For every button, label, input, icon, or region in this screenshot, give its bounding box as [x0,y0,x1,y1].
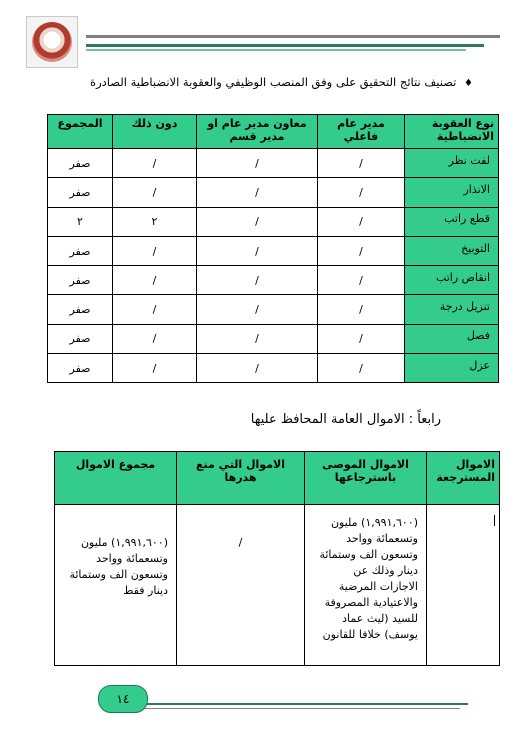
section1-heading [53,75,473,89]
cell: / [318,178,405,207]
section1-title: تصنيف نتائج التحقيق على وفق المنصب الوظيفي والعقوبة الانضباطية الصادرة [90,75,457,89]
header-below: دون ذلك [113,115,197,149]
cell: / [318,149,405,178]
cell: / [197,324,318,353]
table-row [48,207,499,236]
table-row [48,236,499,265]
row-label: قطع راتب [405,207,499,236]
table-row [48,178,499,207]
header-total-funds: مجموع الاموال [55,452,177,505]
table-row [48,324,499,353]
header-assistant-director: معاون مدير عام او مدير قسم [197,115,318,149]
cell: / [197,149,318,178]
page-number: ١٤ [98,685,148,713]
cell-recommended: (١,٩٩١,٦٠٠) مليون وتسعمائة وواحد وتسعون الف وستمائة دينار وذلك عن الاجازات المرضية والاعتيادية المصروفة للسيد (ليث عماد يوسف) خلافا للقانون [305,505,427,666]
cell: صفر [48,266,113,295]
table-header-row [55,452,500,505]
penalties-table [47,114,499,383]
cell: / [318,295,405,324]
cell: / [197,266,318,295]
header-penalty-type: نوع العقوبة الانضباطية [405,115,499,149]
cell: صفر [48,295,113,324]
row-label: التوبيخ [405,236,499,265]
logo-emblem [26,16,78,68]
cell: صفر [48,324,113,353]
header-general-director: مدير عام فاعلي [318,115,405,149]
table-row [55,505,500,666]
section2-title: رابعاً : الاموال العامة المحافظ عليها [250,412,441,427]
cell-prevented: / [177,505,305,666]
cell: / [113,149,197,178]
cell: / [318,236,405,265]
cell: / [197,236,318,265]
cell: / [318,266,405,295]
header-rule-grey [86,35,500,38]
header-recommended-funds: الاموال الموصى باسترجاعها [305,452,427,505]
cell: / [318,324,405,353]
cell: / [197,354,318,383]
header-rule-green [86,44,484,47]
cell: / [113,295,197,324]
diamond-bullet-icon: ♦ [464,78,473,89]
header-prevented-funds: الاموال التي منع هدرها [177,452,305,505]
cell: صفر [48,236,113,265]
row-label: لفت نظر [405,149,499,178]
cell: / [113,236,197,265]
table-row [48,295,499,324]
row-label: عزل [405,354,499,383]
table-row [48,266,499,295]
footer-rule-green [140,703,468,705]
table-header-row [48,115,499,149]
cell: / [113,354,197,383]
cell: / [113,324,197,353]
cell: / [318,354,405,383]
row-label: انقاص راتب [405,266,499,295]
cell: ٢ [48,207,113,236]
table-row [48,354,499,383]
footer-rule-grey [140,708,460,709]
emblem-disc [32,22,72,62]
row-label: الانذار [405,178,499,207]
public-funds-table [54,451,500,666]
header-total: المجموع [48,115,113,149]
table-row [48,149,499,178]
cell: / [113,266,197,295]
cell: / [197,207,318,236]
cell: ٢ [113,207,197,236]
row-label: فصل [405,324,499,353]
cell-recovered [427,505,500,666]
cell-total: (١,٩٩١,٦٠٠) مليون وتسعمائة وواحد وتسعون الف وستمائة دينار فقط [55,505,177,666]
row-label: تنزيل درجة [405,295,499,324]
cell: صفر [48,354,113,383]
cell: صفر [48,149,113,178]
cell: / [113,178,197,207]
header-rule-lightgreen [86,49,466,51]
cell: صفر [48,178,113,207]
cell: / [197,178,318,207]
cell: / [197,295,318,324]
cell: / [318,207,405,236]
text-cursor-mark [494,515,495,526]
header-recovered-funds: الاموال المسترجعة [427,452,500,505]
